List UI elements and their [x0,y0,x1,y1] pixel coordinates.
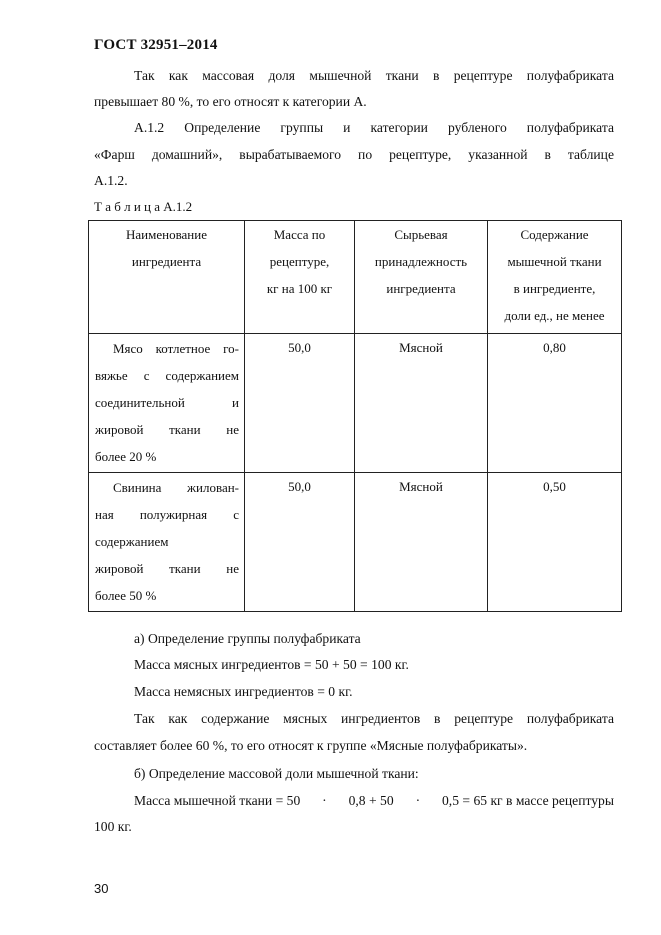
muscle-content-cell: 0,50 [488,473,622,612]
paragraph-line: превышает 80 %, то его относят к категории А. [94,94,367,109]
paragraph-line: Так как содержание мясных ингредиентов в рецептуре полуфабриката [134,711,614,726]
category-cell: Мясной [355,334,488,473]
ingredient-name-cell [89,473,245,612]
header-line: мышечной ткани [507,254,602,269]
formula-line: Масса немясных ингредиентов = 0 кг. [134,684,353,699]
muscle-content-cell: 0,80 [488,334,622,473]
ingredient-name-line: жировой ткани не [95,422,239,437]
paragraph-line: Так как массовая доля мышечной ткани в рецептуре полуфабриката [134,68,614,83]
header-line: Масса по [273,227,326,242]
mass-cell: 50,0 [245,473,355,612]
table-header-row [89,221,622,334]
column-header-mass [245,221,355,334]
paragraph-line: «Фарш домашний», вырабатываемого по рецептуре, указанной в таблице [94,147,614,162]
header-line: кг на 100 кг [266,281,333,296]
category-cell: Мясной [355,473,488,612]
ingredient-name-line: более 50 % [95,588,157,603]
paragraph-line: А.1.2. [94,173,128,188]
header-line: ингредиента [386,281,456,296]
table-row [89,334,622,473]
ingredient-name-line: Свинина жилован- [113,480,239,495]
column-header-muscle-content [488,221,622,334]
header-line: Сырьевая [394,227,448,242]
section-heading: б) Определение массовой доли мышечной ткани: [134,766,419,781]
section-heading: а) Определение группы полуфабриката [134,631,361,646]
paragraph-line: составляет более 60 %, то его относят к группе «Мясные полуфабрикаты». [94,738,528,753]
formula-line [134,787,614,814]
formula-part: 0,5 = 65 кг в массе рецептуры [442,793,614,808]
header-line: рецептуре, [269,254,330,269]
multiply-dot: · [322,793,327,808]
ingredient-name-line: более 20 % [95,449,157,464]
ingredient-name-cell [89,334,245,473]
ingredient-name-line: жировой ткани не [95,561,239,576]
header-line: доли ед., не менее [504,308,605,323]
ingredient-name-line: вяжье с содержанием [95,368,239,383]
header-line: Наименование [126,227,207,242]
table-row [89,473,622,612]
header-line: ингредиента [131,254,202,269]
page-number: 30 [94,881,109,896]
document-code: ГОСТ 32951–2014 [94,37,218,53]
header-line: Содержание [520,227,589,242]
ingredient-name-line: ная полужирная с [95,507,239,522]
multiply-dot: · [415,793,421,808]
formula-part: Масса мышечной ткани = 50 [134,793,301,808]
paragraph-line: А.1.2 Определение группы и категории рубленого полуфабриката [134,120,614,135]
formula-part: 0,8 + 50 [348,793,394,808]
paragraph-line: 100 кг. [94,819,132,834]
table-caption: Т а б л и ц а А.1.2 [94,199,193,214]
ingredient-name-line: Мясо котлетное го- [113,341,239,356]
column-header-ingredient [89,221,245,334]
header-line: принадлежность [374,254,468,269]
column-header-category [355,221,488,334]
ingredients-table [88,220,622,612]
header-line: в ингредиенте, [513,281,596,296]
ingredient-name-line: соединительной и [95,395,239,410]
ingredient-name-line: содержанием [95,534,169,549]
formula-line: Масса мясных ингредиентов = 50 + 50 = 100 кг. [134,657,409,672]
mass-cell: 50,0 [245,334,355,473]
